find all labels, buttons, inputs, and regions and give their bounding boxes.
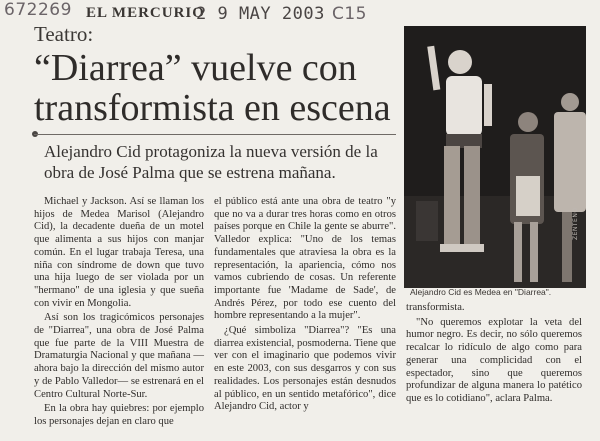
paragraph: Michael y Jackson. Así se llaman los hijos de Medea Marisol (Alejandro Cid), la decadente dueña de un motel que alimenta a sus hijos con manjar común. En el lugar trabaja Teresa, una niña con síndrome de down que tuvo una hija luego de ser violada por un "hermano" de una iglesia y que sueña con vivir en Mongolia. [34,196,204,309]
headline: “Diarrea” vuelve con transformista en escena [34,47,391,129]
paragraph: el público está ante una obra de teatro "y que no va a durar tres horas como en otros países porque en Chile la gente se aburre". Valledor explica: "Uno de los temas fundamentales que atraviesa la obra es la representación, la apariencia, cómo nos vamos cubriendo de cosas. Un referente importante fue 'Madame de Sade', de Andrés Pérez, por todo ese cuento del hombre representando a la mujer". [214,196,396,322]
column-3 [406,302,582,406]
paragraph: Así son los tragicómicos personajes de "Diarrea", una obra de José Palma que fue parte de la VIII Muestra de Dramaturgia Nacional y que mañana —ahora bajo la dirección del mismo autor y de Pablo Valledor— se estrenará en el Centro Cultural Norte-Sur. [34,312,204,400]
handwritten-code: 672269 [4,0,72,20]
newspaper-name: EL MERCURIO [86,5,205,21]
paragraph: transformista. [406,302,465,313]
date-stamp: 2 9 MAY 2003 [196,4,325,24]
column-1 [34,196,204,429]
photo-illustration [404,26,586,288]
paragraph: ¿Qué simboliza "Diarrea"? "Es una diarrea existencial, posmoderna. Tiene que ver con el imaginario que podemos vivir en este 2003, con sus desgarros y con sus realidades. Los personajes están desnudos al público, en un sentido metafórico", dice Alejandro Cid, actor y [214,325,396,413]
section-label: Teatro: [34,22,94,46]
deck: Alejandro Cid protagoniza la nueva versión de la obra de José Palma que se estrena mañana. [44,142,378,182]
photo-caption: Alejandro Cid es Medea en "Diarrea". [410,287,552,297]
handwritten-page: C15 [332,4,368,24]
stage-photo [404,26,586,288]
paragraph: "No queremos explotar la veta del humor negro. Es decir, no sólo queremos recalcar lo ridículo de algo como para generar una complicidad con el espectador, sino que queremos profundizar de alguna manera lo patético que es lo cotidiano", aclara Palma. [406,316,582,404]
column-2 [214,196,396,414]
headline-rule [34,134,396,135]
photo-credit: ZENTENO [572,207,579,240]
paragraph: En la obra hay quiebres: por ejemplo los personajes dejan en claro que [34,403,204,427]
